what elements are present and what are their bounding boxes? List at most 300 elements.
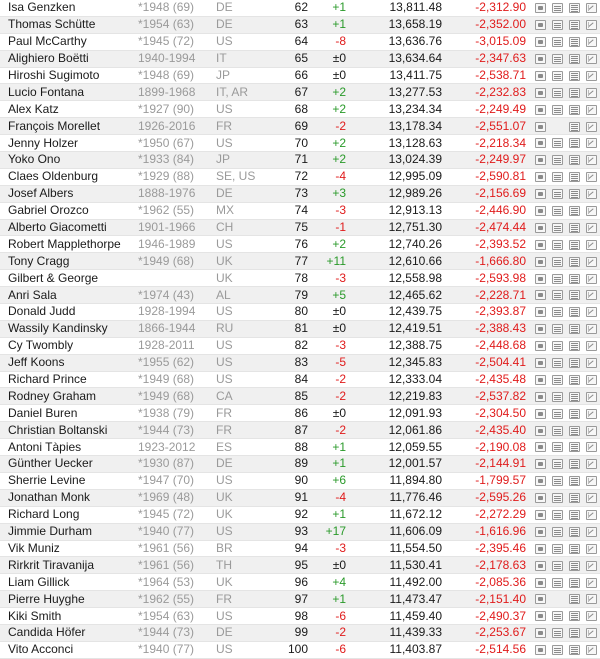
list-icon[interactable] (569, 358, 580, 368)
doc-cell (549, 422, 566, 439)
img-cell (532, 16, 549, 33)
table-row (0, 0, 600, 16)
chart-icon[interactable] (586, 544, 597, 554)
image-icon[interactable] (535, 290, 546, 300)
list-icon[interactable] (569, 375, 580, 385)
artist-country: DE (216, 456, 274, 473)
artist-lifespan: *1974 (43) (138, 287, 216, 304)
doc-cell (549, 337, 566, 354)
chart-icon[interactable] (586, 155, 597, 165)
image-icon[interactable] (535, 105, 546, 115)
document-icon[interactable] (552, 476, 563, 486)
chart-icon[interactable] (586, 594, 597, 604)
document-icon[interactable] (552, 290, 563, 300)
rank-value: 91 (274, 489, 322, 506)
list-icon[interactable] (569, 442, 580, 452)
image-icon[interactable] (535, 442, 546, 452)
points-value: 11,403.87 (364, 641, 448, 658)
artist-country: US (216, 354, 274, 371)
img-cell (532, 506, 549, 523)
artist-name[interactable]: Daniel Buren (0, 405, 138, 422)
image-icon[interactable] (535, 510, 546, 520)
document-icon[interactable] (552, 88, 563, 98)
chart-cell (583, 456, 600, 473)
rank-value: 99 (274, 624, 322, 641)
document-icon[interactable] (552, 459, 563, 469)
chart-icon[interactable] (586, 20, 597, 30)
list-icon[interactable] (569, 392, 580, 402)
img-cell (532, 135, 549, 152)
document-icon[interactable] (552, 223, 563, 233)
table-row (0, 523, 600, 540)
table-row (0, 270, 600, 287)
document-icon[interactable] (552, 307, 563, 317)
image-icon[interactable] (535, 240, 546, 250)
document-icon[interactable] (552, 155, 563, 165)
list-icon[interactable] (569, 307, 580, 317)
chart-icon[interactable] (586, 189, 597, 199)
list-icon[interactable] (569, 189, 580, 199)
chart-icon[interactable] (586, 476, 597, 486)
chart-icon[interactable] (586, 510, 597, 520)
document-icon[interactable] (552, 37, 563, 47)
artist-name[interactable]: Thomas Schütte (0, 16, 138, 33)
image-icon[interactable] (535, 122, 546, 132)
points-diff: -2,514.56 (448, 641, 532, 658)
chart-cell (583, 354, 600, 371)
list-icon[interactable] (569, 3, 580, 13)
artist-name[interactable]: François Morellet (0, 118, 138, 135)
document-icon[interactable] (552, 105, 563, 115)
image-icon[interactable] (535, 307, 546, 317)
rank-change: -4 (322, 168, 364, 185)
rank-change: -2 (322, 371, 364, 388)
document-icon[interactable] (552, 493, 563, 503)
img-cell (532, 641, 549, 658)
chart-icon[interactable] (586, 105, 597, 115)
document-icon[interactable] (552, 578, 563, 588)
chart-cell (583, 320, 600, 337)
image-icon[interactable] (535, 561, 546, 571)
artist-name[interactable]: Christian Boltanski (0, 422, 138, 439)
image-icon[interactable] (535, 578, 546, 588)
image-icon[interactable] (535, 54, 546, 64)
artist-name[interactable]: Jeff Koons (0, 354, 138, 371)
artist-name[interactable]: Gabriel Orozco (0, 202, 138, 219)
table-row (0, 67, 600, 84)
points-diff: -2,388.43 (448, 320, 532, 337)
document-icon[interactable] (552, 257, 563, 267)
image-icon[interactable] (535, 409, 546, 419)
img-cell (532, 422, 549, 439)
list-icon[interactable] (569, 122, 580, 132)
document-icon[interactable] (552, 544, 563, 554)
chart-icon[interactable] (586, 172, 597, 182)
image-icon[interactable] (535, 37, 546, 47)
points-diff: -2,474.44 (448, 219, 532, 236)
list-icon[interactable] (569, 324, 580, 334)
chart-icon[interactable] (586, 493, 597, 503)
image-icon[interactable] (535, 527, 546, 537)
chart-icon[interactable] (586, 240, 597, 250)
artist-name[interactable]: Alex Katz (0, 101, 138, 118)
artist-name[interactable]: Gilbert & George (0, 270, 138, 287)
document-icon[interactable] (552, 71, 563, 81)
chart-icon[interactable] (586, 358, 597, 368)
chart-icon[interactable] (586, 426, 597, 436)
image-icon[interactable] (535, 324, 546, 334)
list-icon[interactable] (569, 155, 580, 165)
artist-name[interactable]: Cy Twombly (0, 337, 138, 354)
image-icon[interactable] (535, 476, 546, 486)
list-icon[interactable] (569, 459, 580, 469)
chart-cell (583, 624, 600, 641)
image-icon[interactable] (535, 88, 546, 98)
chart-cell (583, 101, 600, 118)
table-row (0, 422, 600, 439)
artist-lifespan: *1964 (53) (138, 574, 216, 591)
document-icon[interactable] (552, 54, 563, 64)
image-icon[interactable] (535, 189, 546, 199)
rank-change: -2 (322, 118, 364, 135)
list-icon[interactable] (569, 88, 580, 98)
img-cell (532, 152, 549, 169)
document-icon[interactable] (552, 645, 563, 655)
doc-cell (549, 50, 566, 67)
image-icon[interactable] (535, 493, 546, 503)
rank-value: 69 (274, 118, 322, 135)
list-icon[interactable] (569, 426, 580, 436)
document-icon[interactable] (552, 561, 563, 571)
document-icon[interactable] (552, 392, 563, 402)
table-row (0, 371, 600, 388)
chart-icon[interactable] (586, 274, 597, 284)
points-diff: -2,347.63 (448, 50, 532, 67)
list-cell (566, 33, 583, 50)
image-icon[interactable] (535, 257, 546, 267)
artist-lifespan: *1955 (62) (138, 354, 216, 371)
table-row (0, 135, 600, 152)
document-icon[interactable] (552, 138, 563, 148)
artist-name[interactable]: Vik Muniz (0, 540, 138, 557)
artist-name[interactable]: Günther Uecker (0, 456, 138, 473)
image-icon[interactable] (535, 206, 546, 216)
list-icon[interactable] (569, 54, 580, 64)
chart-icon[interactable] (586, 122, 597, 132)
chart-cell (583, 388, 600, 405)
list-icon[interactable] (569, 561, 580, 571)
artist-name[interactable]: Hiroshi Sugimoto (0, 67, 138, 84)
artist-country: UK (216, 506, 274, 523)
artist-name[interactable]: Sherrie Levine (0, 472, 138, 489)
points-diff: -2,435.48 (448, 371, 532, 388)
list-icon[interactable] (569, 172, 580, 182)
list-icon[interactable] (569, 544, 580, 554)
img-cell (532, 253, 549, 270)
list-icon[interactable] (569, 290, 580, 300)
document-icon[interactable] (552, 358, 563, 368)
chart-icon[interactable] (586, 578, 597, 588)
list-icon[interactable] (569, 510, 580, 520)
image-icon[interactable] (535, 358, 546, 368)
document-icon[interactable] (552, 274, 563, 284)
doc-cell (549, 202, 566, 219)
artist-name[interactable]: Rirkrit Tiravanija (0, 557, 138, 574)
rank-change: +2 (322, 101, 364, 118)
chart-icon[interactable] (586, 88, 597, 98)
artist-name[interactable]: Claes Oldenburg (0, 168, 138, 185)
points-diff: -2,538.71 (448, 67, 532, 84)
chart-icon[interactable] (586, 307, 597, 317)
document-icon[interactable] (552, 172, 563, 182)
document-icon[interactable] (552, 189, 563, 199)
image-icon[interactable] (535, 71, 546, 81)
image-icon[interactable] (535, 20, 546, 30)
artist-name[interactable]: Lucio Fontana (0, 84, 138, 101)
image-icon[interactable] (535, 341, 546, 351)
table-row (0, 641, 600, 658)
image-icon[interactable] (535, 3, 546, 13)
artist-country: FR (216, 422, 274, 439)
document-icon[interactable] (552, 426, 563, 436)
rank-value: 80 (274, 304, 322, 321)
img-cell (532, 354, 549, 371)
list-cell (566, 320, 583, 337)
chart-icon[interactable] (586, 341, 597, 351)
document-icon[interactable] (552, 240, 563, 250)
points-diff: -2,304.50 (448, 405, 532, 422)
list-cell (566, 506, 583, 523)
list-icon[interactable] (569, 20, 580, 30)
table-row (0, 304, 600, 321)
artist-lifespan: *1950 (67) (138, 135, 216, 152)
artist-name[interactable]: Richard Long (0, 506, 138, 523)
rank-change: -2 (322, 422, 364, 439)
artist-name[interactable]: Pierre Huyghe (0, 591, 138, 608)
img-cell (532, 304, 549, 321)
document-icon[interactable] (552, 409, 563, 419)
chart-icon[interactable] (586, 375, 597, 385)
image-icon[interactable] (535, 274, 546, 284)
artist-lifespan: *1949 (68) (138, 388, 216, 405)
points-diff: -2,312.90 (448, 0, 532, 16)
document-icon[interactable] (552, 324, 563, 334)
chart-icon[interactable] (586, 71, 597, 81)
image-icon[interactable] (535, 392, 546, 402)
list-icon[interactable] (569, 409, 580, 419)
document-icon[interactable] (552, 3, 563, 13)
chart-icon[interactable] (586, 138, 597, 148)
artist-lifespan: *1961 (56) (138, 540, 216, 557)
list-cell (566, 540, 583, 557)
image-icon[interactable] (535, 611, 546, 621)
points-diff: -2,156.69 (448, 185, 532, 202)
artist-country: US (216, 523, 274, 540)
artist-lifespan: *1944 (73) (138, 624, 216, 641)
list-icon[interactable] (569, 240, 580, 250)
rank-value: 79 (274, 287, 322, 304)
points-diff: -2,395.46 (448, 540, 532, 557)
chart-icon[interactable] (586, 561, 597, 571)
chart-icon[interactable] (586, 206, 597, 216)
chart-icon[interactable] (586, 257, 597, 267)
doc-cell (549, 506, 566, 523)
table-row (0, 489, 600, 506)
document-icon[interactable] (552, 206, 563, 216)
chart-icon[interactable] (586, 459, 597, 469)
list-cell (566, 135, 583, 152)
points-diff: -2,228.71 (448, 287, 532, 304)
artist-lifespan: *1948 (69) (138, 0, 216, 16)
artist-lifespan: *1940 (77) (138, 523, 216, 540)
list-icon[interactable] (569, 527, 580, 537)
img-cell (532, 185, 549, 202)
chart-icon[interactable] (586, 527, 597, 537)
chart-icon[interactable] (586, 3, 597, 13)
chart-icon[interactable] (586, 611, 597, 621)
artist-country: DE (216, 0, 274, 16)
points-value: 12,345.83 (364, 354, 448, 371)
points-diff: -2,151.40 (448, 591, 532, 608)
artist-name[interactable]: Rodney Graham (0, 388, 138, 405)
document-icon[interactable] (552, 527, 563, 537)
artist-name[interactable]: Isa Genzken (0, 0, 138, 16)
points-diff: -2,249.49 (448, 101, 532, 118)
rank-change: +6 (322, 472, 364, 489)
artist-name[interactable]: Jonathan Monk (0, 489, 138, 506)
artist-name[interactable]: Paul McCarthy (0, 33, 138, 50)
chart-cell (583, 591, 600, 608)
list-icon[interactable] (569, 71, 580, 81)
list-icon[interactable] (569, 493, 580, 503)
rank-change: +2 (322, 135, 364, 152)
list-icon[interactable] (569, 206, 580, 216)
artist-name[interactable]: Kiki Smith (0, 608, 138, 625)
chart-icon[interactable] (586, 37, 597, 47)
image-icon[interactable] (535, 155, 546, 165)
table-row (0, 472, 600, 489)
document-icon[interactable] (552, 20, 563, 30)
artist-name[interactable]: Liam Gillick (0, 574, 138, 591)
list-icon[interactable] (569, 37, 580, 47)
artist-lifespan: *1954 (63) (138, 16, 216, 33)
list-icon[interactable] (569, 594, 580, 604)
document-icon[interactable] (552, 611, 563, 621)
chart-icon[interactable] (586, 442, 597, 452)
artist-name[interactable]: Robert Mapplethorpe (0, 236, 138, 253)
artist-name[interactable]: Tony Cragg (0, 253, 138, 270)
artist-lifespan: *1938 (79) (138, 405, 216, 422)
chart-icon[interactable] (586, 409, 597, 419)
rank-change: -6 (322, 608, 364, 625)
list-icon[interactable] (569, 611, 580, 621)
artist-name[interactable]: Vito Acconci (0, 641, 138, 658)
chart-icon[interactable] (586, 324, 597, 334)
img-cell (532, 33, 549, 50)
table-row (0, 202, 600, 219)
document-icon[interactable] (552, 341, 563, 351)
list-cell (566, 287, 583, 304)
chart-cell (583, 236, 600, 253)
document-icon[interactable] (552, 442, 563, 452)
image-icon[interactable] (535, 172, 546, 182)
artist-name[interactable]: Antoni Tàpies (0, 439, 138, 456)
list-icon[interactable] (569, 476, 580, 486)
artist-name[interactable]: Josef Albers (0, 185, 138, 202)
chart-icon[interactable] (586, 392, 597, 402)
points-diff: -2,448.68 (448, 337, 532, 354)
artist-name[interactable]: Candida Höfer (0, 624, 138, 641)
chart-cell (583, 118, 600, 135)
rank-change: +1 (322, 439, 364, 456)
chart-icon[interactable] (586, 290, 597, 300)
table-row (0, 405, 600, 422)
points-value: 12,913.13 (364, 202, 448, 219)
artist-name[interactable]: Richard Prince (0, 371, 138, 388)
image-icon[interactable] (535, 459, 546, 469)
document-icon[interactable] (552, 375, 563, 385)
image-icon[interactable] (535, 138, 546, 148)
points-value: 12,751.30 (364, 219, 448, 236)
list-icon[interactable] (569, 257, 580, 267)
chart-icon[interactable] (586, 645, 597, 655)
artist-name[interactable]: Yoko Ono (0, 152, 138, 169)
points-diff: -2,085.36 (448, 574, 532, 591)
image-icon[interactable] (535, 375, 546, 385)
artist-name[interactable]: Jimmie Durham (0, 523, 138, 540)
chart-icon[interactable] (586, 54, 597, 64)
artist-name[interactable]: Anri Sala (0, 287, 138, 304)
image-icon[interactable] (535, 645, 546, 655)
rank-change: -3 (322, 337, 364, 354)
chart-icon[interactable] (586, 223, 597, 233)
rank-change: -8 (322, 33, 364, 50)
rank-change: +1 (322, 591, 364, 608)
list-cell (566, 608, 583, 625)
list-icon[interactable] (569, 645, 580, 655)
list-icon[interactable] (569, 578, 580, 588)
image-icon[interactable] (535, 426, 546, 436)
list-icon[interactable] (569, 223, 580, 233)
artist-name[interactable]: Wassily Kandinsky (0, 320, 138, 337)
list-icon[interactable] (569, 274, 580, 284)
artist-country: DE (216, 185, 274, 202)
list-icon[interactable] (569, 341, 580, 351)
list-icon[interactable] (569, 138, 580, 148)
chart-cell (583, 219, 600, 236)
points-value: 12,989.26 (364, 185, 448, 202)
image-icon[interactable] (535, 223, 546, 233)
list-icon[interactable] (569, 105, 580, 115)
image-icon[interactable] (535, 594, 546, 604)
artist-name[interactable]: Alberto Giacometti (0, 219, 138, 236)
img-cell (532, 84, 549, 101)
image-icon[interactable] (535, 544, 546, 554)
img-cell (532, 624, 549, 641)
artist-name[interactable]: Donald Judd (0, 304, 138, 321)
artist-name[interactable]: Jenny Holzer (0, 135, 138, 152)
rank-change: +1 (322, 16, 364, 33)
document-icon[interactable] (552, 510, 563, 520)
artist-name[interactable]: Alighiero Boëtti (0, 50, 138, 67)
points-value: 12,465.62 (364, 287, 448, 304)
doc-cell (549, 371, 566, 388)
doc-cell (549, 304, 566, 321)
points-diff: -1,666.80 (448, 253, 532, 270)
list-cell (566, 202, 583, 219)
points-value: 12,001.57 (364, 456, 448, 473)
doc-cell (549, 489, 566, 506)
